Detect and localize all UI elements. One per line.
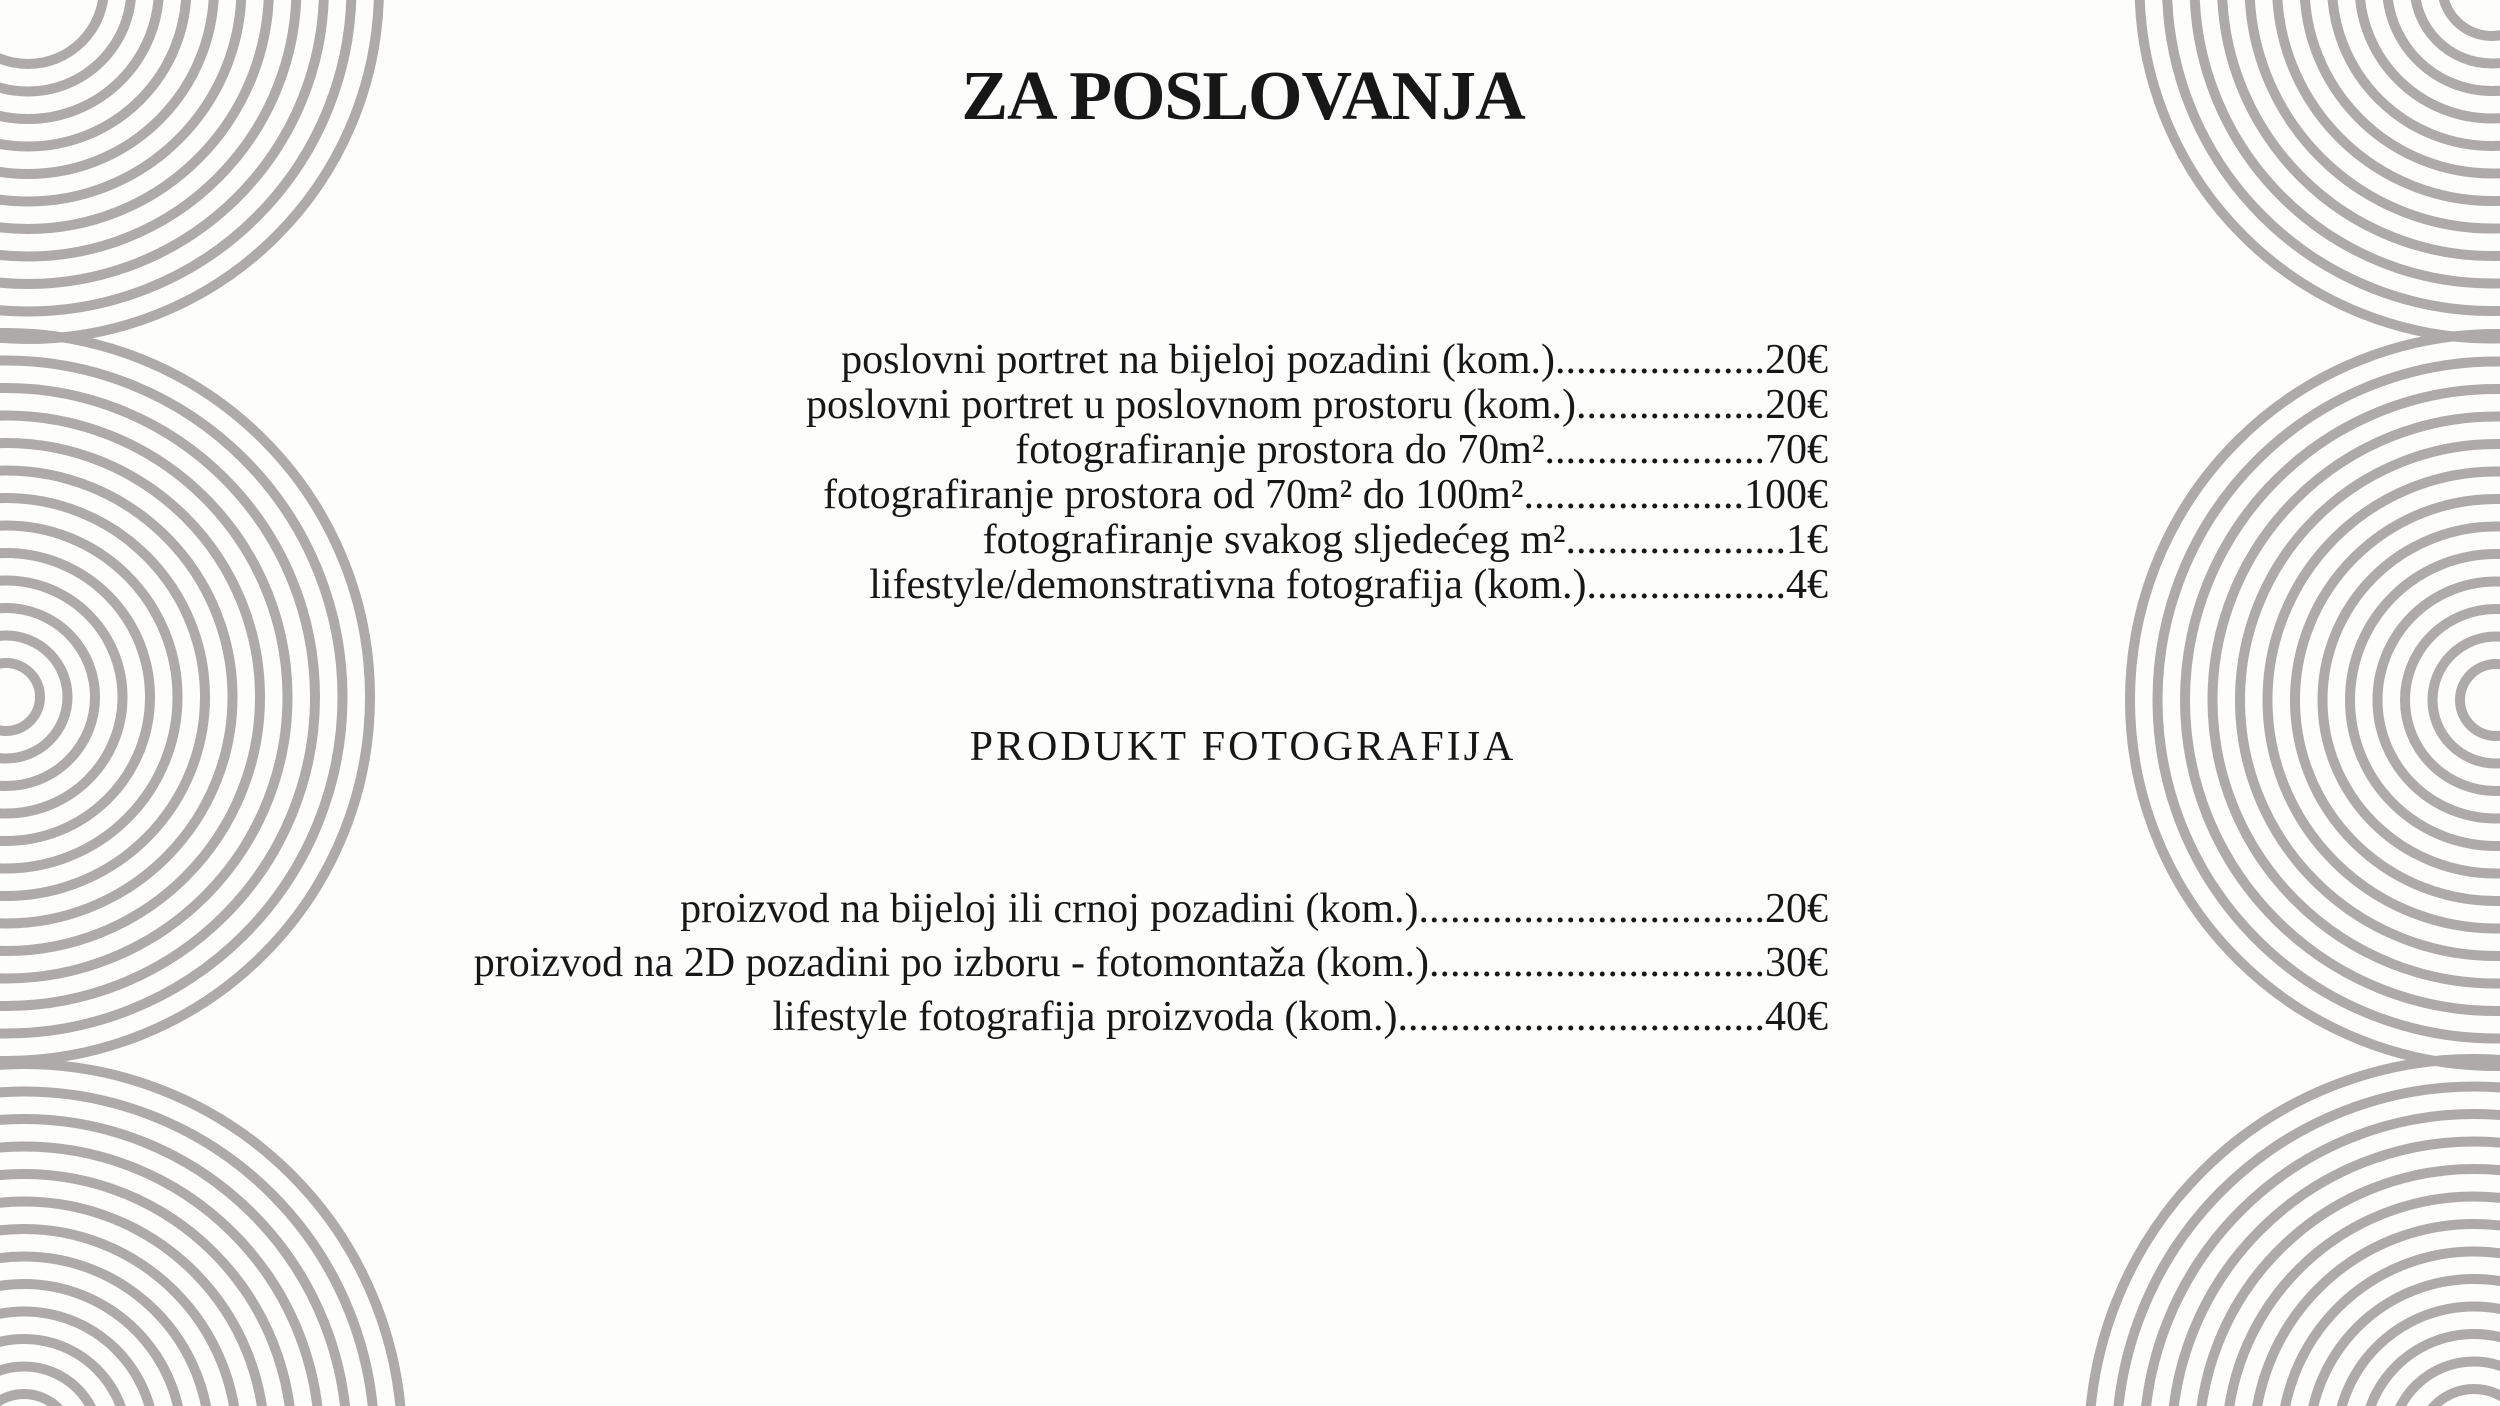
decorative-ring <box>0 636 68 759</box>
item-name: lifestyle fotografija proizvoda (kom.) <box>772 994 1398 1040</box>
decorative-ring <box>0 1284 182 1406</box>
item-name: poslovni portret u poslovnom prostoru (kom.) <box>806 382 1576 428</box>
dot-leader: .................... <box>1555 337 1765 383</box>
decorative-ring <box>0 0 132 92</box>
price-line <box>806 338 1828 383</box>
item-price: 100€ <box>1744 472 1828 518</box>
page-title: ZA POSLOVANJA <box>961 58 1525 135</box>
item-price: 20€ <box>1765 886 1828 932</box>
decorative-ring <box>0 471 233 924</box>
item-name: lifestyle/demonstrativna fotografija (kom.) <box>869 562 1587 608</box>
decorative-ring <box>0 663 40 731</box>
ring-bundle <box>0 1064 402 1406</box>
ring-bundle <box>0 333 370 1061</box>
decorative-ring <box>2460 664 2500 736</box>
decorative-ring <box>2117 1087 2500 1406</box>
dot-leader: ..................... <box>1523 472 1744 518</box>
item-price: 20€ <box>1765 337 1828 383</box>
product-price-list <box>474 882 1828 1044</box>
item-name: fotografiranje prostora od 70m² do 100m² <box>822 472 1524 518</box>
decorative-ring <box>0 1394 72 1406</box>
item-price: 30€ <box>1765 940 1828 986</box>
dot-leader: ................................. <box>1418 886 1765 932</box>
price-line <box>474 990 1828 1044</box>
price-line <box>806 383 1828 428</box>
item-name: fotografiranje prostora do 70m² <box>1015 427 1545 473</box>
dot-leader: ................... <box>1586 562 1786 608</box>
dot-leader: ................................... <box>1397 994 1765 1040</box>
item-price: 20€ <box>1765 382 1828 428</box>
item-name: proizvod na 2D pozadini po izboru - fotomontaža (kom.) <box>473 940 1429 986</box>
ring-bundle <box>0 0 379 339</box>
item-price: 1€ <box>1786 517 1828 563</box>
dot-leader: .................. <box>1576 382 1765 428</box>
price-line <box>474 882 1828 936</box>
decorative-ring <box>0 581 123 814</box>
dot-leader: ..................... <box>1544 427 1765 473</box>
ring-bundle <box>2140 0 2500 339</box>
item-price: 4€ <box>1786 562 1828 608</box>
decorative-ring <box>2419 1389 2500 1406</box>
item-name: poslovni portret na bijeloj pozadini (kom.) <box>841 337 1555 383</box>
section-title-produkt-fotografija: PRODUKT FOTOGRAFIJA <box>969 724 1517 770</box>
dot-leader: ..................... <box>1565 517 1786 563</box>
business-price-list <box>806 338 1828 608</box>
decorative-ring <box>2433 637 2500 764</box>
ring-bundle <box>2089 1059 2500 1406</box>
item-price: 70€ <box>1765 427 1828 473</box>
item-name: fotografiranje svakog sljedećeg m² <box>982 517 1566 563</box>
dot-leader: ................................ <box>1429 940 1765 986</box>
decorative-ring <box>2332 0 2500 146</box>
price-line <box>806 563 1828 608</box>
price-line <box>806 428 1828 473</box>
item-price: 40€ <box>1765 994 1828 1040</box>
price-line <box>474 936 1828 990</box>
price-line <box>806 518 1828 563</box>
price-line <box>806 473 1828 518</box>
decorative-ring <box>2442 0 2500 36</box>
item-name: proizvod na bijeloj ili crnoj pozadini (kom.) <box>680 886 1419 932</box>
decorative-ring <box>0 0 104 64</box>
decorative-ring <box>2378 582 2500 819</box>
ring-bundle <box>2130 334 2500 1066</box>
